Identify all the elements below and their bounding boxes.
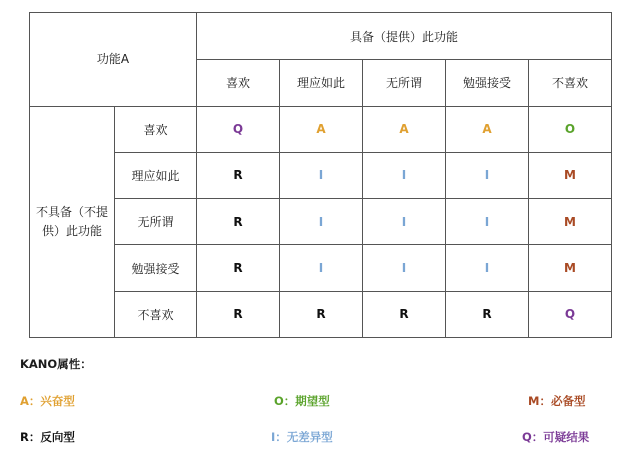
column-header: 喜欢: [197, 60, 280, 106]
kano-cell: Q: [529, 291, 612, 337]
absent-header-line: 不具备（不提: [35, 204, 108, 219]
table-row: [30, 291, 612, 337]
kano-cell: I: [446, 152, 529, 198]
row-header: 喜欢: [115, 106, 197, 152]
kano-cell: A: [446, 106, 529, 152]
kano-cell: Q: [197, 106, 280, 152]
column-header: 不喜欢: [529, 60, 612, 106]
kano-cell: I: [363, 199, 446, 245]
kano-cell: M: [529, 199, 612, 245]
legend-item-a: A：兴奋型: [20, 394, 75, 408]
kano-evaluation-table: [29, 12, 612, 338]
top-left-header: [30, 13, 197, 107]
legend-item-r: R：反向型: [20, 430, 75, 444]
kano-cell: R: [280, 291, 363, 337]
kano-cell: R: [446, 291, 529, 337]
kano-cell: A: [363, 106, 446, 152]
header-row-top: [30, 13, 612, 60]
column-header: 勉强接受: [446, 60, 529, 106]
row-header: 理应如此: [115, 152, 197, 198]
legend-title: KANO属性：: [20, 357, 92, 371]
absent-feature-header: [30, 106, 115, 337]
legend-item-m: M：必备型: [528, 394, 586, 408]
top-left-label: 功能A: [96, 52, 130, 67]
column-header: 理应如此: [280, 60, 363, 106]
kano-cell: O: [529, 106, 612, 152]
table-row: [30, 199, 612, 245]
kano-cell: M: [529, 245, 612, 291]
row-header: 勉强接受: [115, 245, 197, 291]
present-feature-header: 具备（提供）此功能: [197, 13, 612, 60]
kano-cell: I: [446, 245, 529, 291]
kano-cell: A: [280, 106, 363, 152]
row-header: 无所谓: [115, 199, 197, 245]
kano-cell: I: [446, 199, 529, 245]
column-header: 无所谓: [363, 60, 446, 106]
table-row: [30, 245, 612, 291]
kano-cell: M: [529, 152, 612, 198]
kano-cell: I: [363, 152, 446, 198]
kano-cell: R: [197, 291, 280, 337]
row-header: 不喜欢: [115, 291, 197, 337]
absent-header-line: 供）此功能: [41, 223, 102, 238]
kano-cell: R: [197, 245, 280, 291]
table-row: [30, 152, 612, 198]
kano-cell: I: [280, 199, 363, 245]
kano-cell: R: [197, 199, 280, 245]
table-row: [30, 106, 612, 152]
kano-cell: I: [280, 152, 363, 198]
kano-cell: R: [363, 291, 446, 337]
legend-item-i: I：无差异型: [271, 430, 333, 444]
kano-cell: R: [197, 152, 280, 198]
kano-cell: I: [363, 245, 446, 291]
legend-item-o: O：期望型: [274, 394, 330, 408]
kano-cell: I: [280, 245, 363, 291]
legend-item-q: Q：可疑结果: [522, 430, 590, 444]
